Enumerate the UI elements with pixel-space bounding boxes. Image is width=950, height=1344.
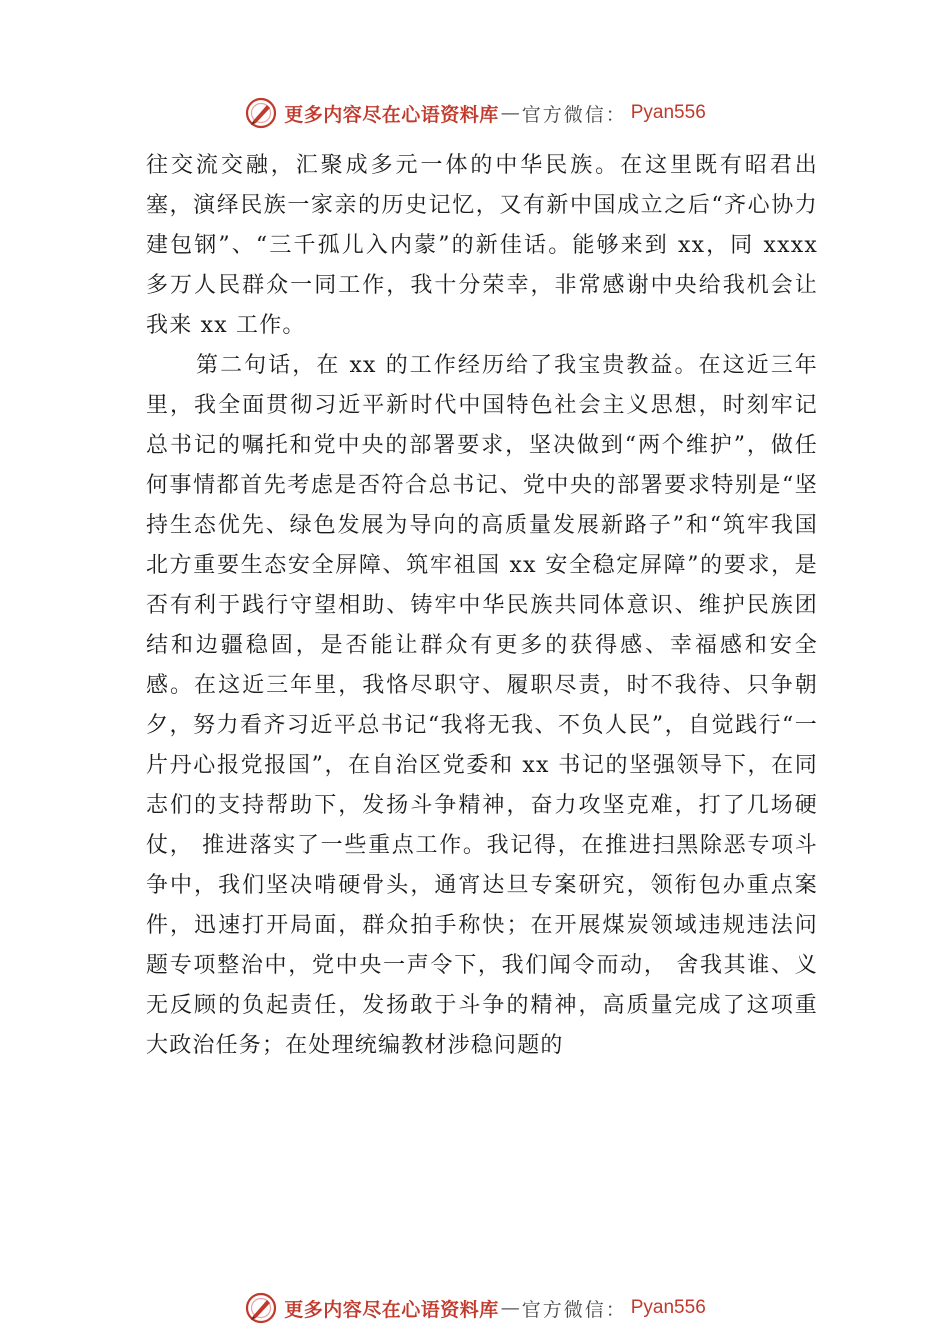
quill-logo-icon <box>244 96 278 130</box>
body-paragraph-2: 第二句话，在 xx 的工作经历给了我宝贵教益。在这近三年里，我全面贯彻习近平新时代中国特色社会主义思想，时刻牢记总书记的嘱托和党中央的部署要求，坚决做到“两个维护”，做任何事情都首先考虑是否符合总书记、党中央的部署要求特别是“坚持生态优先、绿色发展为导向的高质量发展新路子”和“筑牢我国北方重要生态安全屏障、筑牢祖国 xx 安全稳定屏障”的要求，是否有利于践行守望相助、铸牢中华民族共同体意识、维护民族团结和边疆稳固，是否能让群众有更多的获得感、幸福感和安全感。在这近三年里，我恪尽职守、履职尽责，时不我待、只争朝夕，努力看齐习近平总书记“我将无我、不负人民”，自觉践行“一片丹心报党报国”，在自治区党委和 xx 书记的坚强领导下，在同志们的支持帮助下，发扬斗争精神，奋力攻坚克难，打了几场硬仗， 推进落实了一些重点工作。我记得，在推进扫黑除恶专项斗争中，我们坚决啃硬骨头，通宵达旦专案研究，领衔包办重点案件，迅速打开局面，群众拍手称快；在开展煤炭领域违规违法问题专项整治中，党中央一声令下，我们闻令而动， 舍我其谁、义无反顾的负起责任，发扬敢于斗争的精神，高质量完成了这项重大政治任务；在处理统编教材涉稳问题的 <box>146 353 818 1058</box>
header-wechat-id: Pyan556 <box>630 102 706 123</box>
footer-official-label: 官方微信： <box>521 1298 627 1321</box>
body-paragraph-1: 往交流交融，汇聚成多元一体的中华民族。在这里既有昭君出塞，演绎民族一家亲的历史记忆，又有新中国成立之后“齐心协力建包钢”、“三千孤儿入内蒙”的新佳话。能够来到 xx，同 xxxx 多万人民群众一同工作，我十分荣幸，非常感谢中央给我机会让我来 xx 工作。 <box>146 153 818 338</box>
header-separator: — <box>500 102 520 124</box>
footer-brand-text: 更多内容尽在心语资料库 <box>284 1298 499 1321</box>
quill-logo-icon <box>244 1291 278 1325</box>
footer-separator: — <box>500 1297 520 1319</box>
header-watermark-banner <box>0 93 950 133</box>
footer-wechat-id: Pyan556 <box>630 1297 706 1318</box>
header-official-label: 官方微信： <box>521 103 627 126</box>
footer-watermark-banner <box>0 1288 950 1328</box>
header-brand-text: 更多内容尽在心语资料库 <box>284 103 499 126</box>
document-body <box>146 146 818 1066</box>
